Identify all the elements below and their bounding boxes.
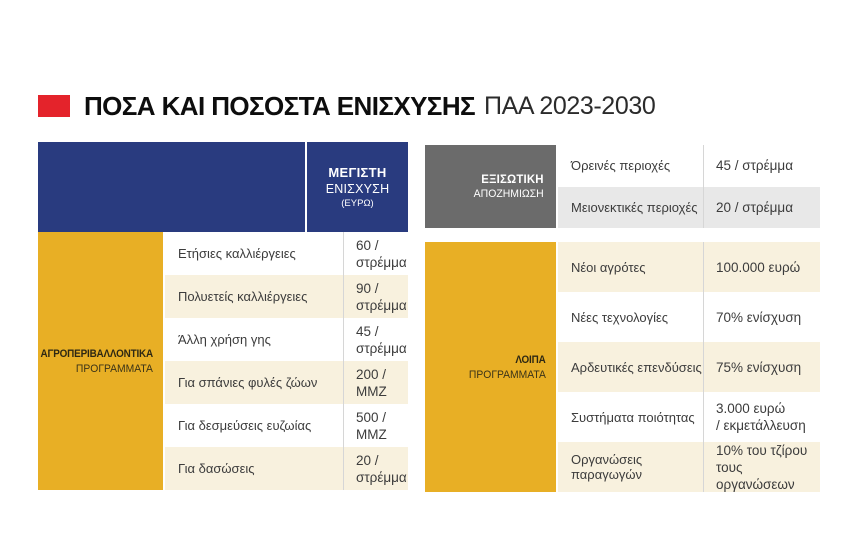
row-value-line1: 10% του τζίρου bbox=[716, 442, 808, 458]
row-label: Νέες τεχνολογίες bbox=[571, 309, 669, 325]
row-label: Ετήσιες καλλιέργειες bbox=[178, 246, 296, 261]
row-value-line2: τους οργανώσεων bbox=[716, 459, 795, 492]
row-label: Άλλη χρήση γης bbox=[178, 332, 271, 347]
table-rows bbox=[558, 145, 820, 228]
row-label: Πολυετείς καλλιέργειες bbox=[178, 289, 308, 304]
row-value: 90 / στρέμμα bbox=[343, 275, 408, 318]
row-label: Μειονεκτικές περιοχές bbox=[571, 199, 698, 215]
max-aid-header-label bbox=[307, 142, 408, 232]
category-agri-environmental bbox=[38, 232, 163, 490]
row-value-line1: 3.000 ευρώ bbox=[716, 401, 786, 416]
table-row bbox=[165, 404, 408, 447]
table-header-max-aid bbox=[38, 142, 408, 232]
row-label: Για δασώσεις bbox=[178, 461, 255, 476]
table-compensatory-allowance bbox=[425, 145, 820, 228]
header-line-3: (ΕΥΡΩ) bbox=[341, 198, 374, 209]
title-subtitle: ΠΑΑ 2023-2030 bbox=[484, 91, 656, 120]
row-value-line1: 70% ενίσχυση bbox=[716, 309, 802, 325]
row-value bbox=[703, 292, 820, 342]
table-row bbox=[558, 292, 820, 342]
category-name: ΕΞΙΣΩΤΙΚΗ bbox=[481, 172, 544, 186]
category-subname: ΠΡΟΓΡΑΜΜΑΤΑ bbox=[76, 362, 153, 375]
table-row bbox=[165, 361, 408, 404]
table-other-programmes bbox=[425, 242, 820, 492]
table-row bbox=[558, 342, 820, 392]
table-row bbox=[558, 442, 820, 492]
category-name: ΑΓΡΟΠΕΡΙΒΑΛΛΟΝΤΙΚΑ bbox=[40, 347, 153, 360]
row-value-line2: / εκμετάλλευση bbox=[716, 418, 806, 433]
row-value: 45 / στρέμμα bbox=[343, 318, 408, 361]
row-label: Οργανώσεις παραγωγών bbox=[571, 452, 643, 482]
table-rows bbox=[558, 242, 820, 492]
row-label: Νέοι αγρότες bbox=[571, 259, 646, 275]
row-value-line1: 75% ενίσχυση bbox=[716, 359, 802, 375]
header-line-2: ΕΝΙΣΧΥΣΗ bbox=[325, 182, 390, 196]
row-label: Συστήματα ποιότητας bbox=[571, 409, 695, 425]
row-value bbox=[703, 242, 820, 292]
category-compensatory-allowance bbox=[425, 145, 556, 228]
row-value: 20 / στρέμμα bbox=[703, 187, 820, 229]
row-value: 45 / στρέμμα bbox=[703, 145, 820, 187]
category-name: ΛΟΙΠΑ bbox=[515, 353, 546, 366]
header-line-1: ΜΕΓΙΣΤΗ bbox=[328, 165, 387, 180]
table-row bbox=[165, 318, 408, 361]
table-row bbox=[165, 447, 408, 490]
row-value bbox=[703, 442, 820, 492]
table-agri-environmental bbox=[38, 142, 408, 490]
title-main: ΠΟΣΑ ΚΑΙ ΠΟΣΟΣΤΑ ΕΝΙΣΧΥΣΗΣ bbox=[84, 90, 475, 121]
category-subname: ΠΡΟΓΡΑΜΜΑΤΑ bbox=[469, 368, 546, 381]
row-value bbox=[703, 392, 820, 442]
table-row bbox=[165, 275, 408, 318]
row-label: Για δεσμεύσεις ευζωίας bbox=[178, 418, 312, 433]
table-rows bbox=[165, 232, 408, 490]
table-row bbox=[558, 392, 820, 442]
row-value: 60 / στρέμμα bbox=[343, 232, 408, 275]
category-other-programmes bbox=[425, 242, 556, 492]
row-label: Αρδευτικές επενδύσεις bbox=[571, 359, 702, 375]
table-row bbox=[165, 232, 408, 275]
table-row bbox=[558, 145, 820, 187]
row-label: Για σπάνιες φυλές ζώων bbox=[178, 375, 318, 390]
red-square-bullet-icon bbox=[38, 95, 70, 117]
row-value: 200 / ΜΜΖ bbox=[343, 361, 408, 404]
table-row bbox=[558, 242, 820, 292]
row-value bbox=[703, 342, 820, 392]
row-value-line1: 100.000 ευρώ bbox=[716, 259, 801, 275]
row-value: 20 / στρέμμα bbox=[343, 447, 408, 490]
page-title bbox=[38, 92, 655, 120]
table-row bbox=[558, 187, 820, 229]
row-value: 500 / ΜΜΖ bbox=[343, 404, 408, 447]
row-label: Όρεινές περιοχές bbox=[571, 158, 671, 174]
category-subname: ΑΠΟΖΗΜΙΩΣΗ bbox=[473, 188, 544, 200]
